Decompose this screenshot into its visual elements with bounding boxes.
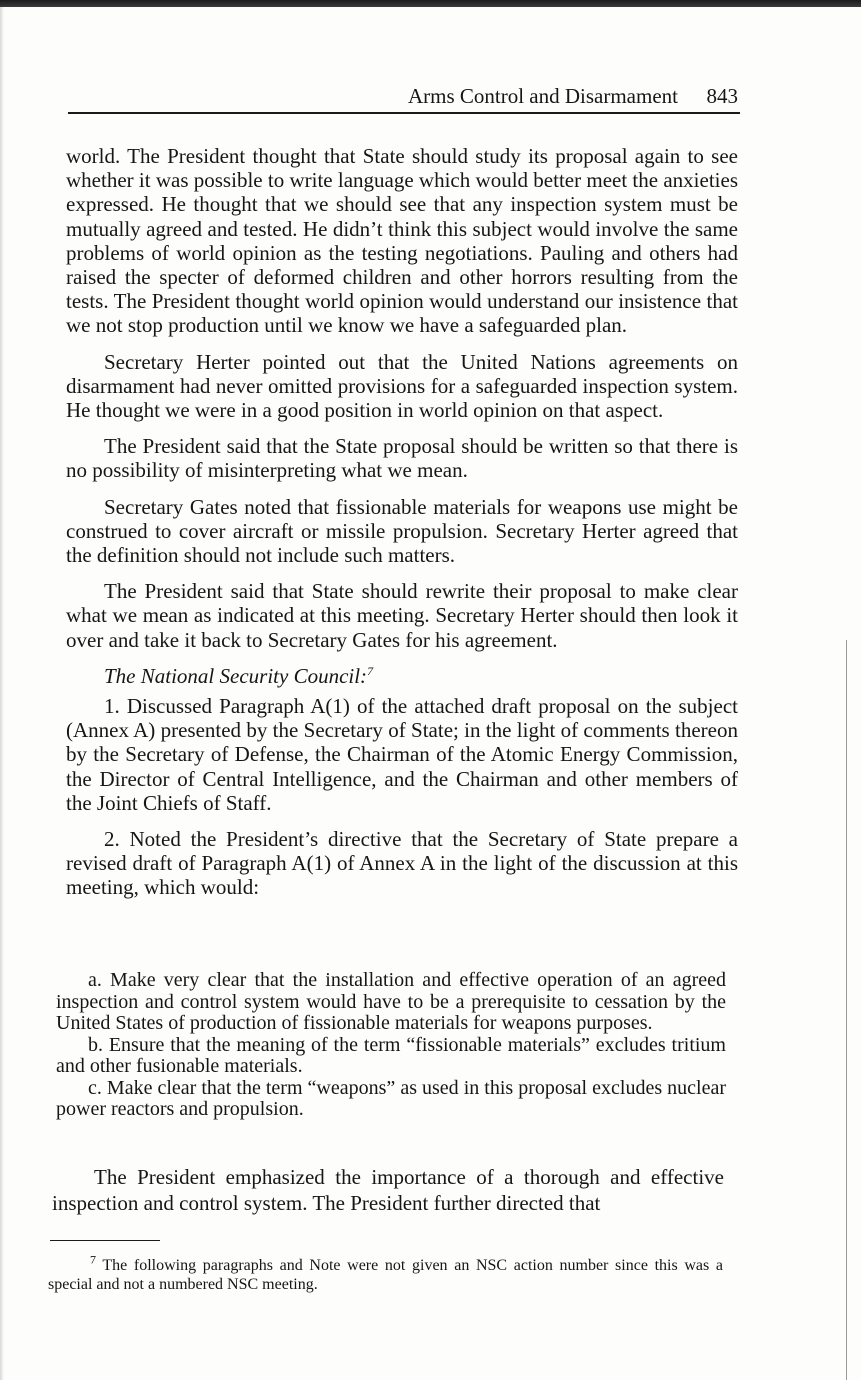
paragraph-herter: Secretary Herter pointed out that the United Nations agreements on disarmament had never omitted provisions for a safeguarded inspection system. He thought we were in a good position in world opinion on that aspect. (66, 349, 738, 423)
running-header-title: Arms Control and Disarmament (407, 84, 678, 108)
council-heading (66, 664, 738, 688)
running-header (68, 82, 740, 114)
sub-item-a: a. Make very clear that the installation and effective operation of an agreed inspection and control system would have to be a prerequisite to cessation by the United States of production of fissionable materials for weapons purposes. (56, 969, 726, 1034)
footnote-number: 7 (90, 1252, 96, 1267)
paragraph-president-state: The President said that the State proposal should be written so that there is no possibility of misinterpreting what we mean. (66, 434, 738, 483)
footnote (48, 1252, 723, 1294)
sub-items (56, 970, 726, 1121)
page-number: 843 (706, 84, 738, 108)
paragraph-president-rewrite: The President said that State should rewrite their proposal to make clear what we mean as indicated at this meeting. Secretary Herter should then look it over and take it back to Secretary Gates for his agreement. (66, 579, 738, 652)
sub-item-c: c. Make clear that the term “weapons” as used in this proposal excludes nuclear power reactors and propulsion. (56, 1076, 726, 1120)
paragraph-gates: Secretary Gates noted that fissionable materials for weapons use might be construed to cover aircraft or missile propulsion. Secretary Herter agreed that the definition should not include such matters. (66, 494, 738, 568)
footnote-rule (50, 1240, 160, 1241)
footnote-text: The following paragraphs and Note were not given an NSC action number since this was a special and not a numbered NSC meeting. (48, 1257, 723, 1293)
action-item-1: 1. Discussed Paragraph A(1) of the attached draft proposal on the subject (Annex A) presented by the Secretary of State; in the light of comments thereon by the Secretary of Defense, the Chairman of the Atomic Energy Commission, the Director of Central Intelligence, and the Chairman and other members of the Joint Chiefs of Staff. (66, 694, 738, 815)
page-left-shadow (0, 7, 4, 1380)
council-label: The National Security Council: (104, 663, 368, 688)
paragraph-continued: world. The President thought that State should study its proposal again to see whether it was possible to write language which would better meet the anxieties expressed. He thought that we should see that any inspection system must be mutually agreed and tested. He didn’t think this subject would involve the same problems of world opinion as the testing negotiations. Pauling and others had raised the specter of deformed children and other horrors resulting from the tests. The President thought world opinion would understand our insistence that we not stop production until we know we have a safeguarded plan. (66, 144, 738, 338)
sub-item-b: b. Ensure that the meaning of the term “fissionable materials” excludes tritium and other fusionable materials. (56, 1033, 726, 1077)
closing-paragraph: The President emphasized the importance of a thorough and effective inspection and control system. The President further directed that (52, 1165, 724, 1215)
page-top-edge (0, 0, 861, 7)
page-right-edge-line (846, 640, 847, 1380)
body-text (66, 144, 738, 912)
action-item-2: 2. Noted the President’s directive that the Secretary of State prepare a revised draft of Paragraph A(1) of Annex A in the light of the discussion at this meeting, which would: (66, 827, 738, 900)
footnote-ref: 7 (367, 663, 374, 678)
